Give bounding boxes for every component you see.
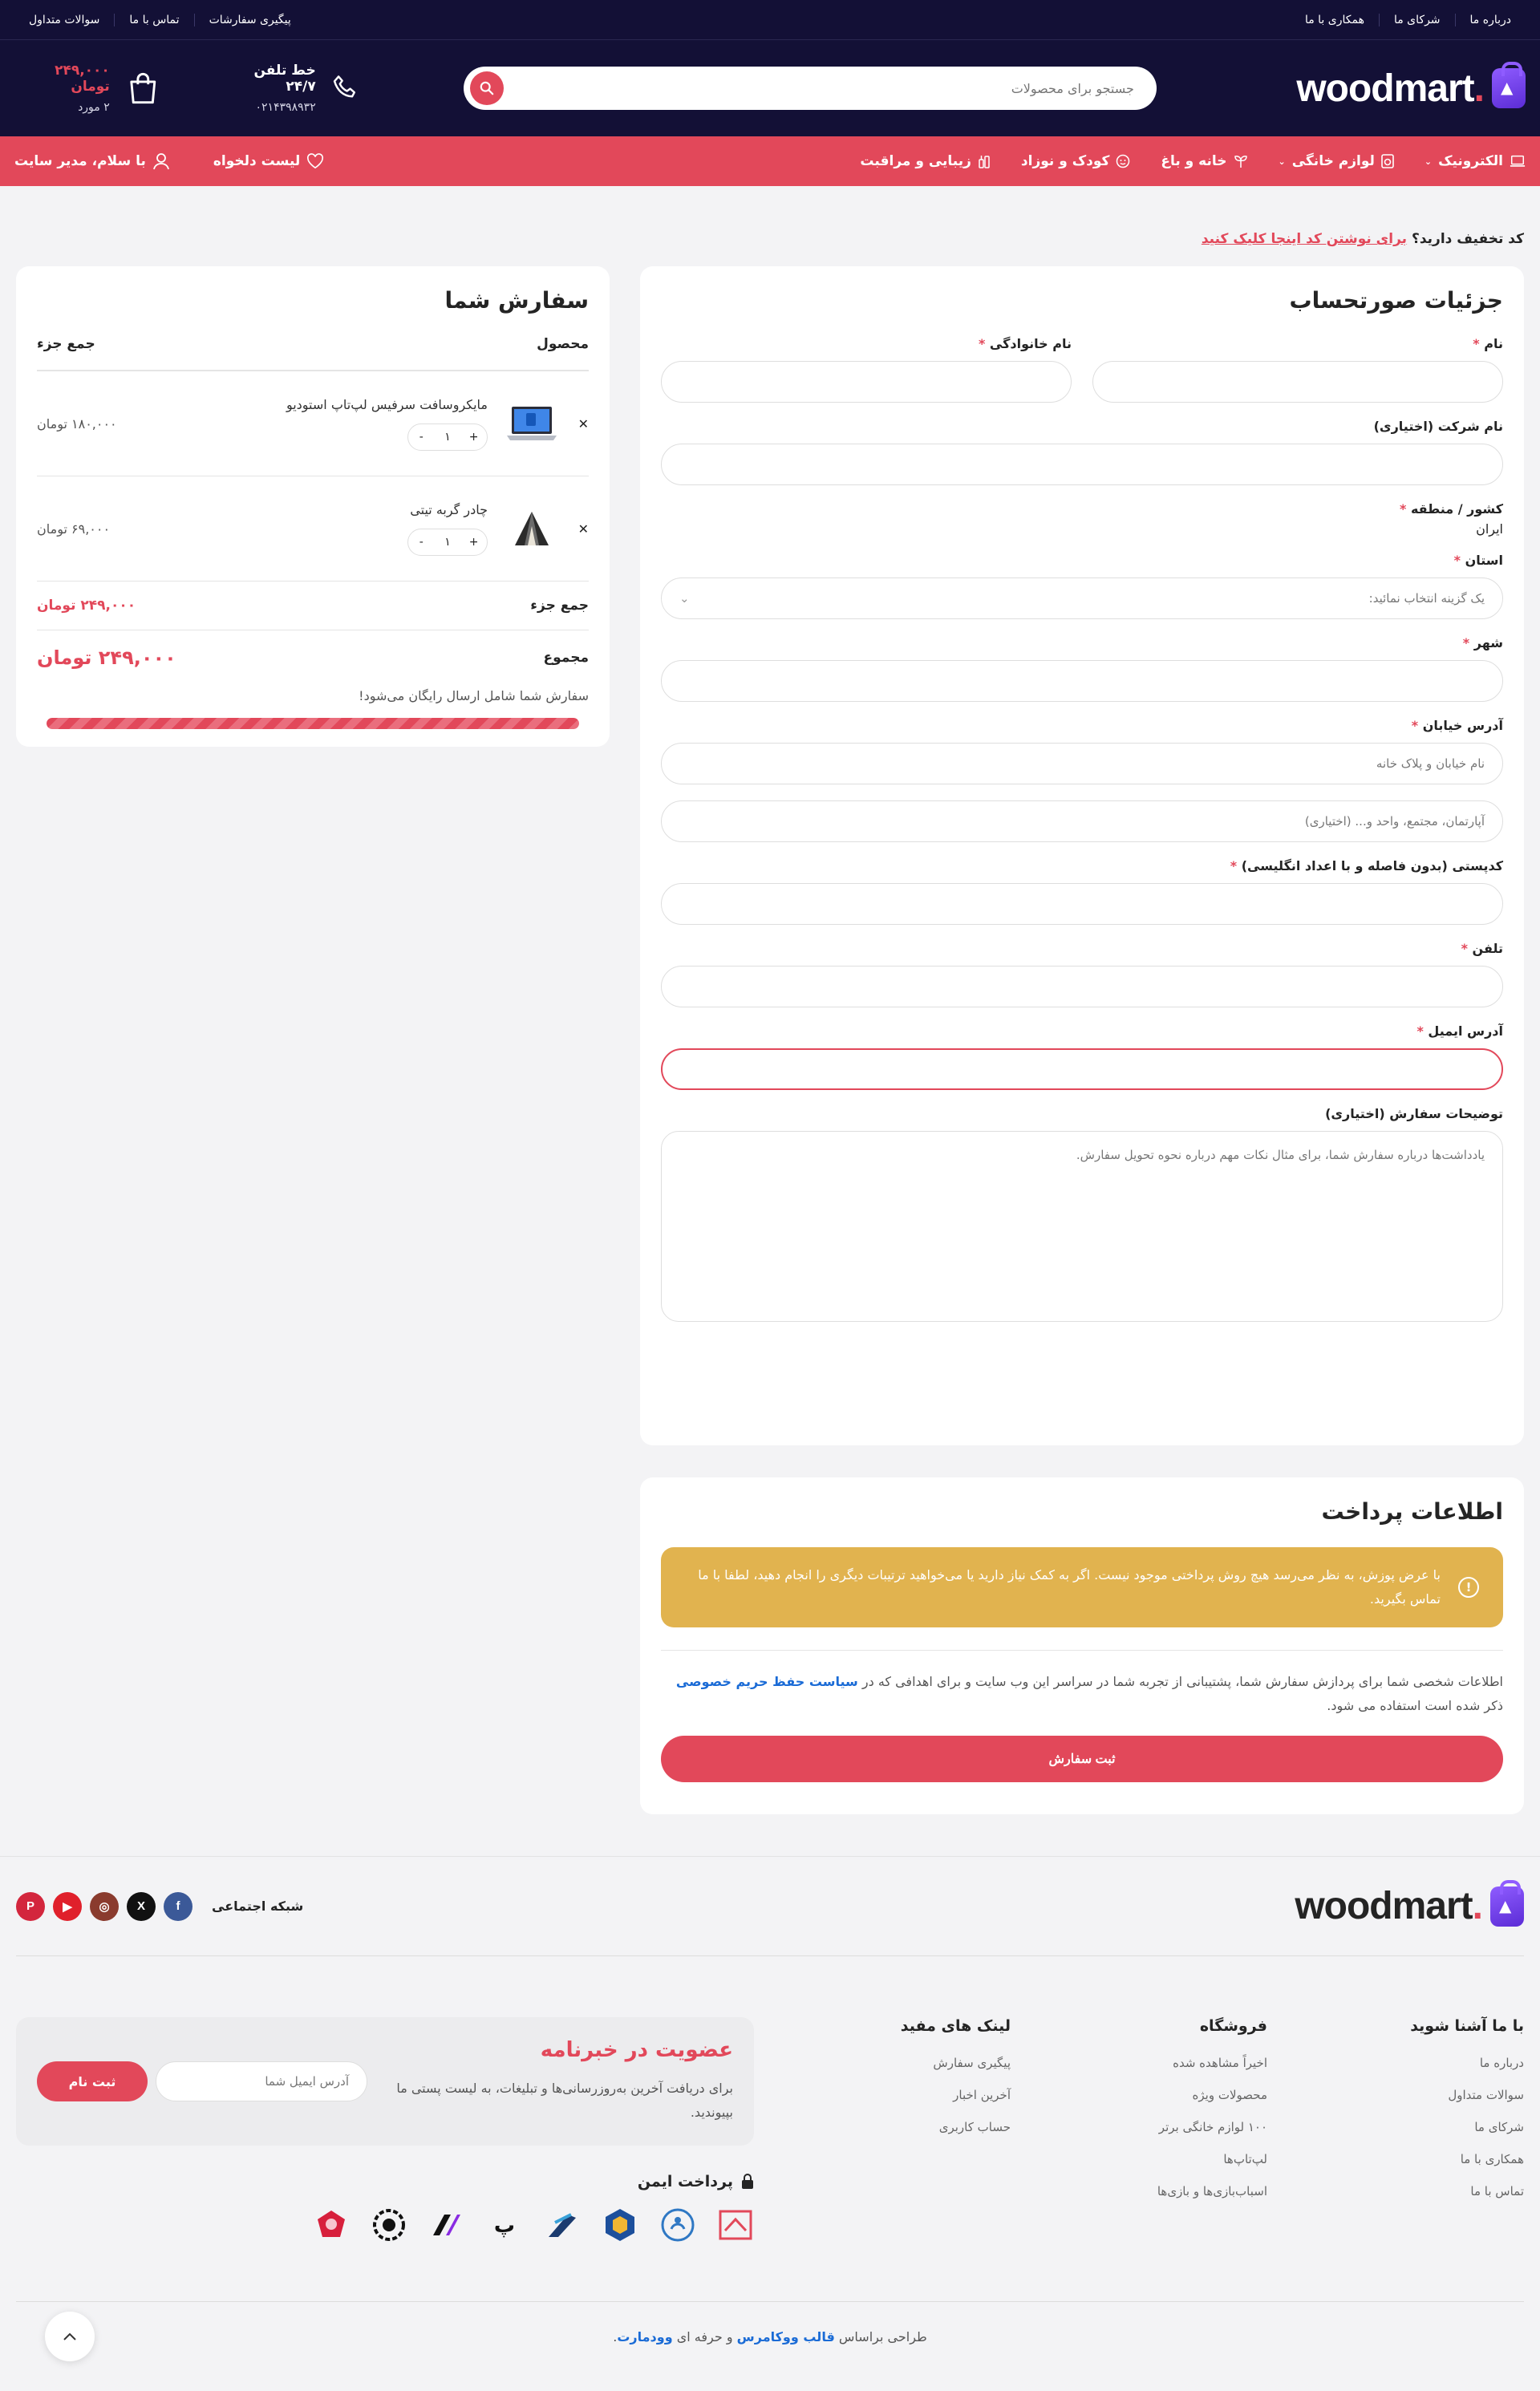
footer-col-title: با ما آشنا شوید <box>1410 2017 1524 2035</box>
account-link[interactable]: با سلام، مدیر سایت <box>14 152 170 170</box>
col-subtotal: جمع جزء <box>37 336 95 352</box>
remove-item-icon[interactable]: ✕ <box>578 415 589 432</box>
facebook-icon[interactable]: f <box>164 1892 192 1921</box>
pinterest-icon[interactable]: P <box>16 1892 45 1921</box>
footer-link[interactable]: پیگیری سفارش <box>933 2056 1011 2070</box>
newsletter-text: برای دریافت آخرین به‌روزرسانی‌ها و تبلیغات، به لیست پستی ما بپیوندید. <box>396 2081 733 2120</box>
footer-col-useful <box>754 2017 1011 2301</box>
top-link-faq[interactable]: سوالات متداول <box>29 13 100 26</box>
product-thumbnail-laptop <box>504 395 560 452</box>
scroll-to-top-button[interactable] <box>45 2312 95 2361</box>
company-label: نام شرکت (اختیاری) <box>1373 419 1503 434</box>
item-name: چادر گربه تیتی <box>410 501 488 517</box>
search-icon <box>480 81 494 95</box>
social-links <box>16 1892 303 1921</box>
nav-baby[interactable]: کودک و نوزاد <box>1021 153 1130 169</box>
heart-icon <box>306 153 324 169</box>
nav-home-garden[interactable]: خانه و باغ <box>1161 153 1247 169</box>
newsletter-area <box>16 2017 754 2301</box>
order-title: سفارش شما <box>444 287 589 314</box>
footer-link[interactable]: حساب کاربری <box>938 2120 1011 2134</box>
qty-plus-button[interactable]: + <box>468 430 479 444</box>
order-item <box>37 476 589 582</box>
newsletter-email-input[interactable]: آدرس ایمیل شما <box>156 2061 367 2101</box>
notes-label: توضیحات سفارش (اختیاری) <box>1325 1106 1503 1121</box>
woocommerce-theme-link[interactable]: قالب ووکامرس <box>736 2329 835 2344</box>
total-value: ۲۴۹,۰۰۰ تومان <box>37 646 176 669</box>
payment-title: اطلاعات پرداخت <box>1321 1498 1503 1525</box>
phone-icon <box>330 73 360 103</box>
main-nav <box>0 136 1540 186</box>
divider <box>661 1650 1503 1651</box>
x-twitter-icon[interactable]: X <box>127 1892 156 1921</box>
nav-beauty[interactable]: زیبایی و مراقبت <box>860 153 990 169</box>
search-input[interactable] <box>525 81 1134 96</box>
beauty-icon <box>978 154 991 168</box>
footer-link[interactable]: شرکای ما <box>1474 2120 1524 2134</box>
top-link-order-tracking[interactable]: پیگیری سفارشات <box>194 14 306 26</box>
newsletter-title: عضویت در خبرنامه <box>540 2038 733 2062</box>
phone-title: خط تلفن ۲۴/۷ <box>253 63 316 95</box>
item-name: مایکروسافت سرفیس لپ‌تاپ استودیو <box>286 396 488 412</box>
phone-field[interactable] <box>661 966 1503 1007</box>
city-field[interactable] <box>661 660 1503 702</box>
site-logo[interactable]: ▲ woodmart. <box>1277 67 1526 111</box>
qty-plus-button[interactable]: + <box>468 535 479 549</box>
nav-user-links <box>14 152 324 170</box>
qty-value: ۱ <box>444 535 451 549</box>
subtotal-row <box>37 582 589 630</box>
street2-field[interactable]: آپارتمان، مجتمع، واحد و... (اختیاری) <box>661 800 1503 842</box>
item-price: ۶۹,۰۰۰ تومان <box>37 521 111 537</box>
city-label: شهر <box>1473 635 1503 650</box>
newsletter-submit-button[interactable]: ثبت نام <box>37 2061 148 2101</box>
coupon-question: کد تخفیف دارید؟ <box>1411 231 1524 247</box>
bank-badge-icon <box>313 2207 350 2243</box>
country-value: ایران <box>1476 521 1503 537</box>
footer-columns <box>16 1956 1524 2301</box>
quantity-stepper[interactable] <box>407 423 488 451</box>
free-shipping-progress <box>47 718 579 729</box>
phone-block[interactable] <box>222 63 359 114</box>
footer-logo-text: woodmart <box>1295 1885 1473 1927</box>
shopping-bag-icon <box>128 71 159 105</box>
item-price: ۱۸۰,۰۰۰ تومان <box>37 415 117 432</box>
footer-link[interactable]: محصولات ویژه <box>1192 2088 1267 2102</box>
subtotal-label: جمع جزء <box>530 598 589 614</box>
order-notes-textarea[interactable]: یادداشت‌ها درباره سفارش شما، برای مثال نکات مهم درباره نحوه تحویل سفارش. <box>661 1131 1503 1322</box>
company-field[interactable] <box>661 444 1503 485</box>
state-label: استان <box>1465 553 1503 568</box>
footer-logo[interactable]: ▲ woodmart. <box>1295 1884 1524 1928</box>
search-bar <box>464 67 1157 110</box>
newsletter-form <box>37 2061 367 2101</box>
last-name-field[interactable] <box>661 361 1072 403</box>
email-field[interactable] <box>661 1048 1503 1090</box>
checkout-main <box>0 266 1540 1814</box>
street-field[interactable]: نام خیابان و پلاک خانه <box>661 743 1503 784</box>
user-icon <box>152 152 170 170</box>
social-label: شبکه اجتماعی <box>212 1899 304 1914</box>
secure-payment <box>16 2173 754 2243</box>
payment-card <box>640 1477 1524 1814</box>
quantity-stepper[interactable] <box>407 529 488 556</box>
coupon-link[interactable]: برای نوشتن کد اینجا کلیک کنید <box>1201 231 1408 247</box>
footer-top <box>16 1857 1524 1956</box>
credit-text: طراحی براساس قالب ووکامرس و حرفه ای وودمارت. <box>613 2329 927 2344</box>
logo-text: woodmart <box>1296 67 1474 110</box>
top-bar-right-links <box>1291 14 1526 26</box>
subtotal-value: ۲۴۹,۰۰۰ تومان <box>37 598 136 614</box>
remove-item-icon[interactable]: ✕ <box>578 521 589 537</box>
col-product: محصول <box>537 336 589 352</box>
chevron-up-icon <box>63 2332 77 2341</box>
privacy-policy-link[interactable]: سیاست حفظ حریم خصوصی <box>675 1674 858 1689</box>
footer-link[interactable]: همکاری با ما <box>1460 2152 1524 2166</box>
first-name-field[interactable] <box>1092 361 1503 403</box>
cart-count: ۲ مورد <box>78 101 110 114</box>
postcode-field[interactable] <box>661 883 1503 925</box>
street-label: آدرس خیابان <box>1422 718 1503 733</box>
top-bar-left-links <box>14 14 306 26</box>
category-menu <box>860 153 1526 169</box>
order-summary-card <box>16 266 610 747</box>
footer-link[interactable]: اسباب‌بازی‌ها و بازی‌ها <box>1157 2184 1267 2199</box>
no-payment-alert <box>661 1547 1503 1627</box>
footer-link[interactable]: آخرین اخبار <box>953 2088 1011 2102</box>
trust-badge-icon <box>717 2207 754 2243</box>
nav-electronics[interactable]: الکترونیک ⌄ <box>1424 153 1526 169</box>
coupon-notice <box>0 186 1540 266</box>
woodmart-link[interactable]: وودمارت <box>617 2329 673 2344</box>
qty-minus-button[interactable]: - <box>419 430 424 444</box>
samandehi-badge-icon <box>659 2207 696 2243</box>
appliance-icon <box>1381 154 1394 168</box>
header <box>0 40 1540 136</box>
alert-text: با عرض پوزش، به نظر می‌رسد هیچ روش پرداختی موجود نیست. اگر به کمک نیاز دارید یا می‌خواهید ترتیبات دیگری را انجام دهید، لطفا با ما تماس بگیرید. <box>698 1567 1441 1607</box>
footer-col-about <box>1267 2017 1524 2301</box>
chevron-down-icon: ⌄ <box>679 591 690 606</box>
total-label: مجموع <box>543 650 589 666</box>
billing-title: جزئیات صورتحساب <box>1289 287 1503 314</box>
order-table-header <box>37 336 589 371</box>
footer-link[interactable]: ۱۰۰ لوازم خانگی برتر <box>1158 2120 1267 2134</box>
first-name-label: نام <box>1484 336 1503 351</box>
order-item <box>37 371 589 476</box>
footer-link[interactable]: سوالات متداول <box>1448 2088 1524 2102</box>
wishlist-link[interactable]: لیست دلخواه <box>213 153 324 169</box>
cart-block[interactable] <box>14 63 158 114</box>
footer-link[interactable]: درباره ما <box>1479 2056 1524 2070</box>
nav-home-appliances[interactable]: لوازم خانگی ⌄ <box>1279 153 1394 169</box>
order-column <box>16 266 610 747</box>
footer-link[interactable]: لپ‌تاپ‌ها <box>1223 2152 1267 2166</box>
state-select[interactable] <box>661 577 1503 619</box>
last-name-label: نام خانوادگی <box>989 336 1072 351</box>
svg-text:پ: پ <box>493 2214 516 2238</box>
youtube-icon[interactable]: ▶ <box>53 1892 82 1921</box>
state-placeholder: یک گزینه انتخاب نمائید: <box>1368 591 1485 606</box>
qty-minus-button[interactable]: - <box>419 535 424 549</box>
top-link-partners[interactable]: شرکای ما <box>1379 14 1455 26</box>
privacy-notice: اطلاعات شخصی شما برای پردازش سفارش شما، پشتیبانی از تجربه شما در سراسر این وب سایت و برای اهدافی که در سیاست حفظ حریم خصوصی ذکر شده است استفاده می شود. <box>675 1674 1503 1713</box>
chevron-down-icon: ⌄ <box>1424 156 1433 167</box>
progress-fill <box>47 718 579 729</box>
instagram-icon[interactable]: ◎ <box>90 1892 119 1921</box>
logo-bag-icon <box>1492 68 1526 108</box>
search-button[interactable] <box>470 71 504 105</box>
place-order-button[interactable]: ثبت سفارش <box>661 1736 1503 1782</box>
qty-value: ۱ <box>444 430 451 444</box>
lock-icon <box>741 2174 754 2190</box>
billing-column <box>640 266 1524 1814</box>
footer-col-title: لینک های مفید <box>900 2017 1011 2035</box>
footer-link[interactable]: تماس با ما <box>1470 2184 1524 2199</box>
newsletter-box <box>16 2017 754 2146</box>
laptop-icon <box>1510 155 1526 168</box>
phone-number: ۰۲۱۴۳۹۸۹۳۲ <box>255 101 316 114</box>
country-label: کشور / منطقه <box>1410 501 1503 517</box>
bank-badge-icon <box>428 2207 465 2243</box>
bank-badge-icon <box>544 2207 581 2243</box>
bank-badge-icon <box>486 2207 523 2243</box>
postcode-label: کدپستی (بدون فاصله و با اعداد انگلیسی) <box>1241 858 1503 873</box>
free-shipping-message: سفارش شما شامل ارسال رایگان می‌شود! <box>359 688 589 703</box>
top-link-contact[interactable]: تماس با ما <box>114 14 193 26</box>
footer-col-title: فروشگاه <box>1199 2017 1267 2035</box>
footer <box>0 1856 1540 2372</box>
total-row <box>37 630 589 685</box>
chevron-down-icon: ⌄ <box>1278 156 1286 167</box>
baby-icon <box>1116 154 1130 168</box>
top-bar <box>0 0 1540 40</box>
product-thumbnail-tent <box>504 500 560 557</box>
bank-badge-icon <box>602 2207 638 2243</box>
top-link-cooperation[interactable]: همکاری با ما <box>1304 13 1364 26</box>
info-icon: ! <box>1458 1577 1479 1598</box>
secure-title: پرداخت ایمن <box>637 2173 733 2190</box>
top-link-about[interactable]: درباره ما <box>1455 14 1526 26</box>
bank-badge-icon <box>371 2207 407 2243</box>
footer-link[interactable]: اخیراً مشاهده شده <box>1173 2056 1267 2070</box>
copyright-bar <box>16 2301 1524 2372</box>
footer-col-shop <box>1011 2017 1267 2301</box>
cart-total: ۲۴۹,۰۰۰ تومان <box>55 63 110 95</box>
phone-label: تلفن <box>1472 941 1503 956</box>
plant-icon <box>1234 154 1248 168</box>
email-label: آدرس ایمیل <box>1428 1023 1503 1039</box>
logo-bag-icon <box>1490 1886 1524 1927</box>
billing-details-card: جزئیات صورتحساب نام * نام خانوادگی * نام شرکت (اختیاری) کشور / منطقه * ایران استان * یک گزینه انتخاب نمائید: ⌄ شهر * آدرس خیابان * نام خیابان و پلاک خانه آپارتمان، مجتمع، واحد و... (اختیاری) کدپستی (بدون فاصله و با اعداد انگلیسی) * تلفن * آدرس ایمیل * توضیحات سفارش (اختیاری) یادداشت‌ها درباره سفارش شما، برای مثال نکات مهم درباره نحوه تحویل سفارش. <box>640 266 1524 1445</box>
trust-badges <box>16 2207 754 2243</box>
